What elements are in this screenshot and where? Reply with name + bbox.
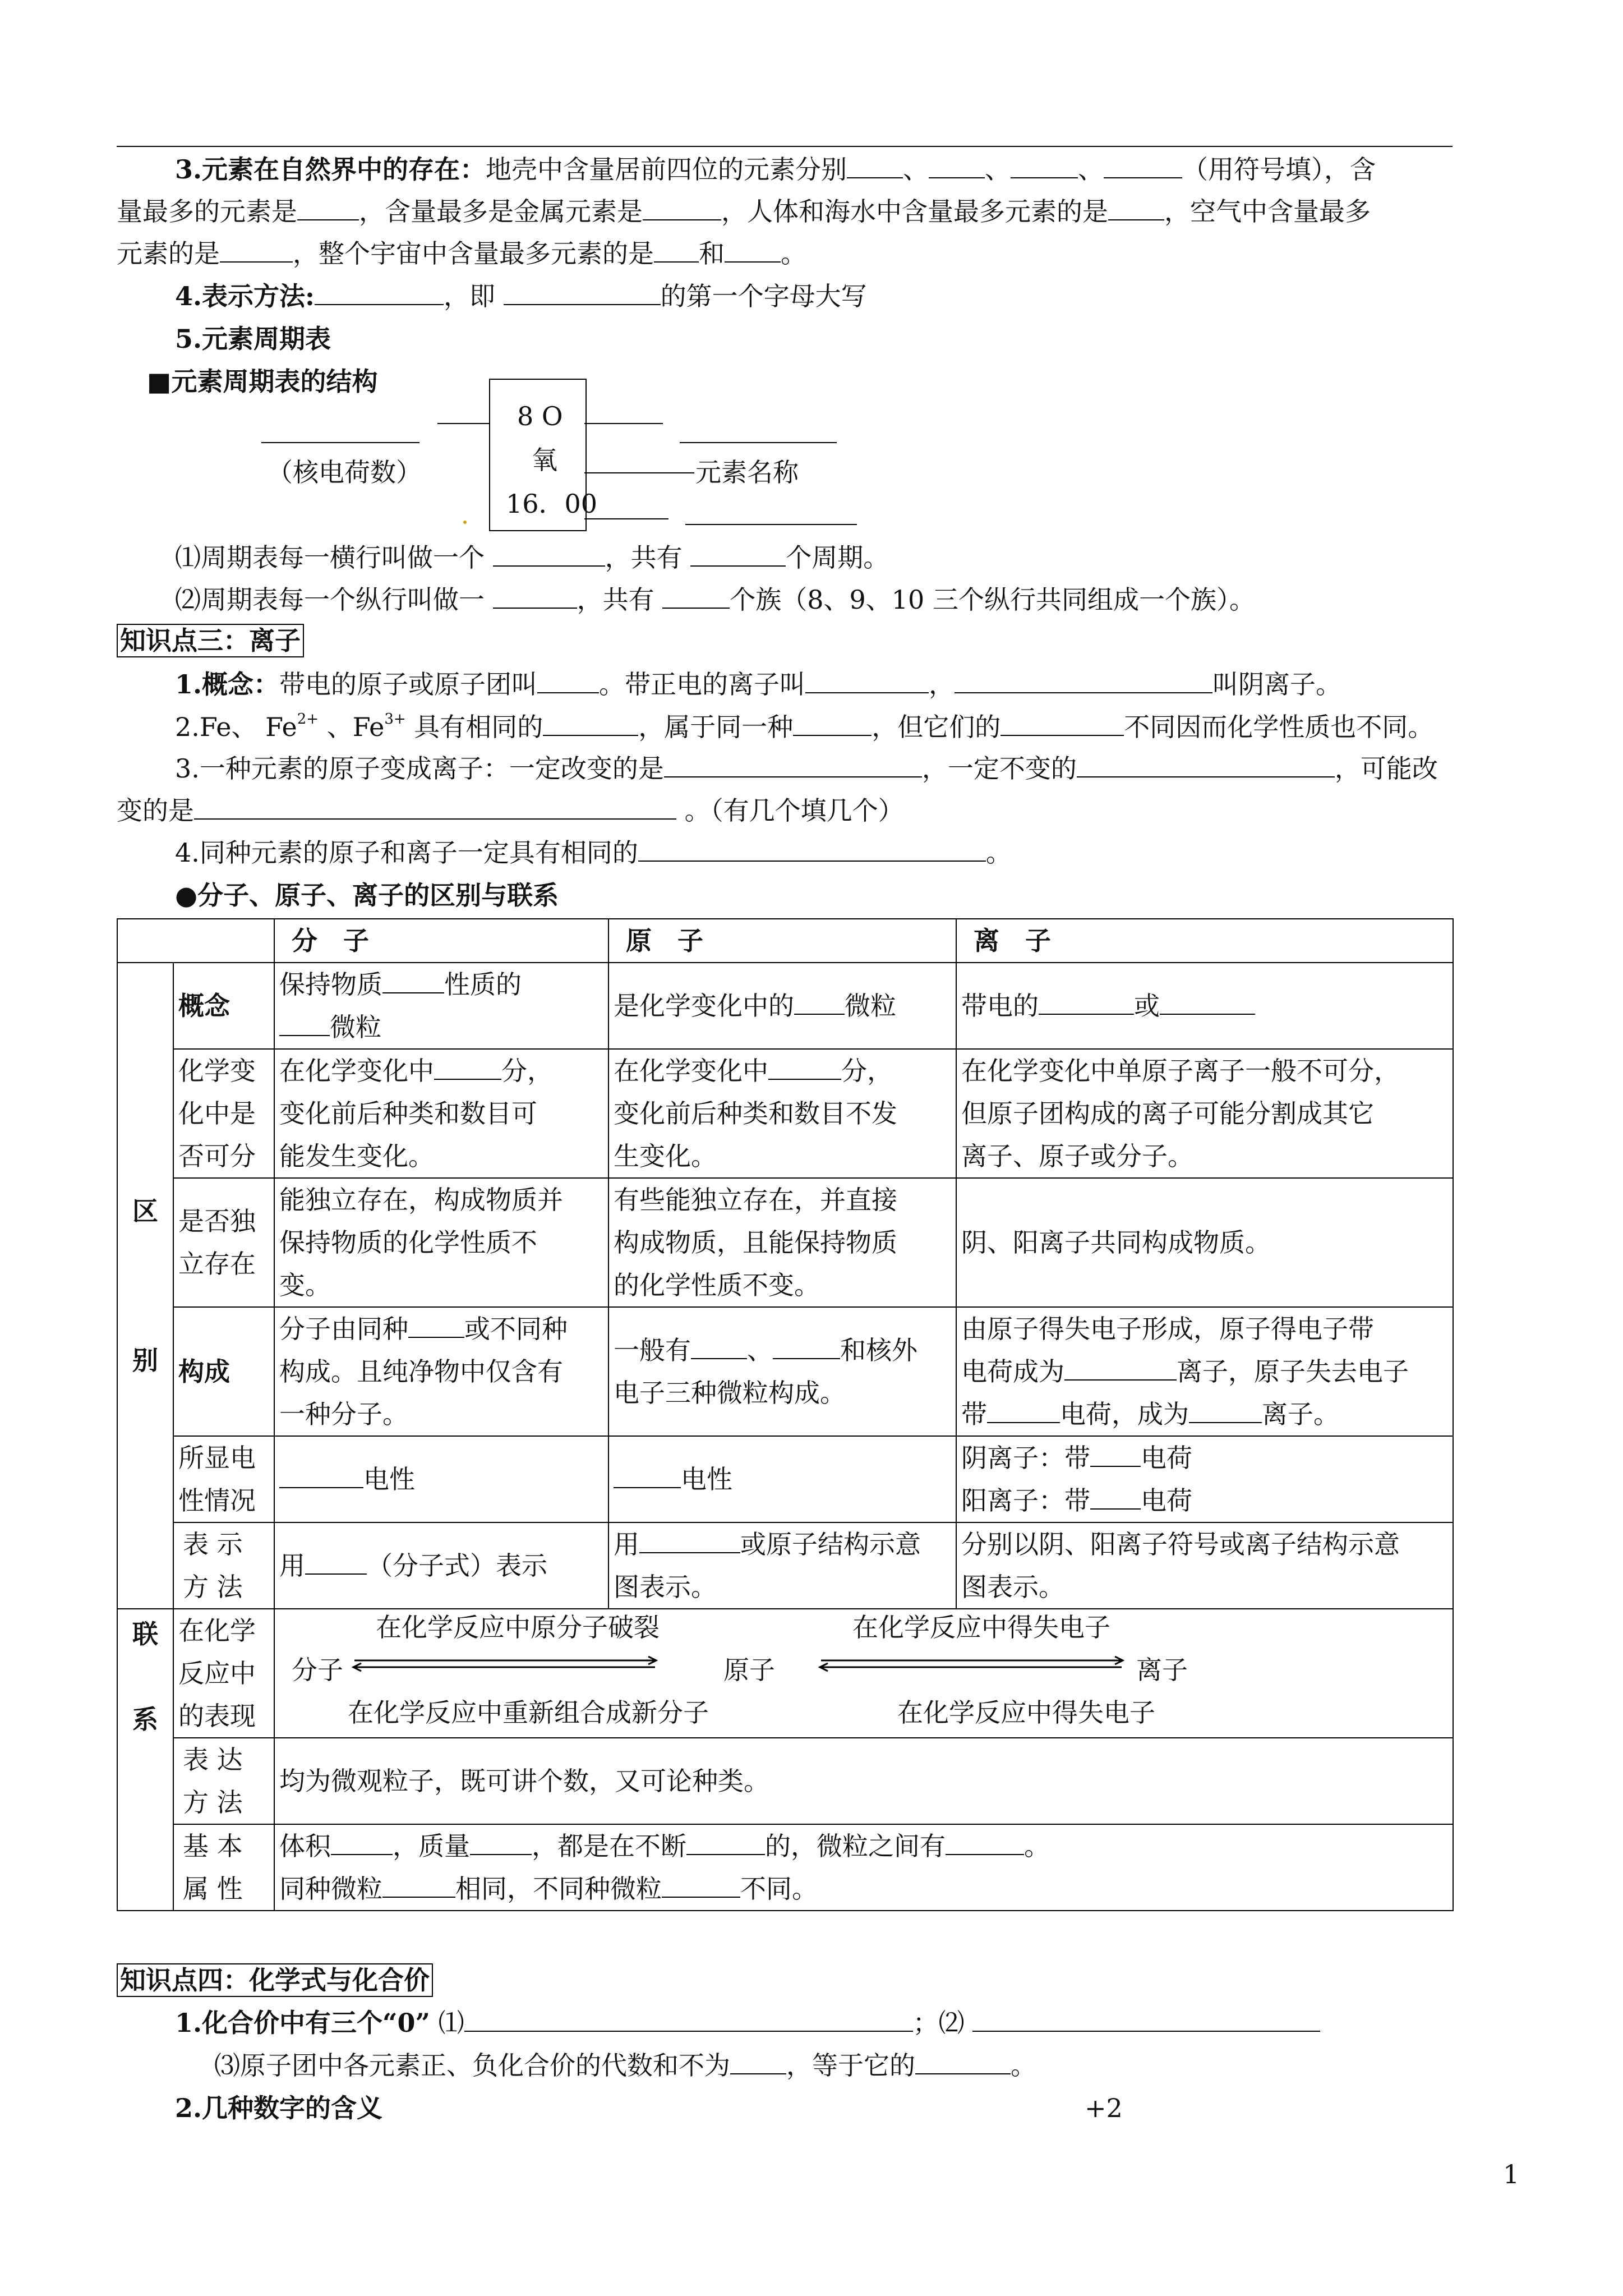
label-element-name: 元素名称 xyxy=(695,457,799,487)
blank[interactable] xyxy=(220,239,293,263)
leader-top-left xyxy=(437,423,489,424)
header-atom: 原 子 xyxy=(608,919,956,963)
reaction-top-left: 在化学反应中原分子破裂 xyxy=(376,1612,660,1642)
section5-title: 5.元素周期表 xyxy=(175,324,331,354)
table-row xyxy=(117,1178,1453,1307)
cell-ion-representation: 分别以阴、阳离子符号或离子结构示意 图表示。 xyxy=(956,1522,1453,1609)
cell-reaction-diagram xyxy=(274,1609,1453,1738)
cell-ion-composition: 由原子得失电子形成，原子得电子带 电荷成为 离子，原子失去电子 带 电荷，成为 离子。 xyxy=(956,1307,1453,1436)
row-label-concept: 概念 xyxy=(173,963,274,1049)
blank[interactable] xyxy=(773,1336,840,1359)
kp3-line1: 1.概念：带电的原子或原子团叫 。带正电的离子叫 ， 叫阴离子。 xyxy=(175,669,1342,700)
blank[interactable] xyxy=(1064,1357,1177,1381)
blank[interactable] xyxy=(1039,991,1134,1015)
blank[interactable] xyxy=(279,1013,330,1036)
table-row xyxy=(117,963,1453,1049)
blank[interactable] xyxy=(1011,155,1078,178)
blank[interactable] xyxy=(794,991,845,1015)
blank[interactable] xyxy=(972,2008,1320,2032)
blank[interactable] xyxy=(504,282,661,305)
reaction-bottom-left: 在化学反应中重新组合成新分子 xyxy=(348,1697,709,1728)
element-cell-bottom: 16．00 xyxy=(506,489,598,519)
table-header-row xyxy=(117,919,1453,963)
cell-ion-independent: 阴、阳离子共同构成物质。 xyxy=(956,1178,1453,1307)
cell-atom-representation: 用 或原子结构示意 图表示。 xyxy=(608,1522,956,1609)
periodic-q1: ⑴周期表每一横行叫做一个 ，共有 个周期。 xyxy=(175,542,889,573)
cell-ion-concept: 带电的 或 xyxy=(956,963,1453,1049)
kp4-line3: 2.几种数字的含义 xyxy=(175,2093,383,2123)
blank[interactable] xyxy=(730,2051,786,2074)
blank[interactable] xyxy=(915,2051,1011,2074)
element-cell-top: 8 O xyxy=(517,401,563,431)
blank[interactable] xyxy=(194,796,676,820)
row-label-expression: 表 达 方 法 xyxy=(173,1738,274,1824)
table-row xyxy=(117,1307,1453,1436)
cell-atom-composition: 一般有 、 和核外 电子三种微粒构成。 xyxy=(608,1307,956,1436)
section3-line2: 量最多的元素是 ，含量最多是金属元素是 ，人体和海水中含量最多元素的是 ，空气中含量最多 xyxy=(117,196,1371,227)
cell-mol-composition: 分子由同种 或不同种 构成。且纯净物中仅含有 一种分子。 xyxy=(274,1307,608,1436)
blank[interactable] xyxy=(1104,155,1182,178)
table-row xyxy=(117,1824,1453,1911)
blank[interactable] xyxy=(793,712,872,736)
answer-line-bottom-right xyxy=(685,524,857,525)
table-row xyxy=(117,1049,1453,1178)
row-label-representation: 表 示 方 法 xyxy=(173,1522,274,1609)
blank[interactable] xyxy=(1189,1400,1262,1423)
section3-line1: 3.元素在自然界中的存在：地壳中含量居前四位的元素分别 、 、 、 （用符号填），含 xyxy=(175,154,1376,185)
blank[interactable] xyxy=(987,1400,1060,1423)
blank[interactable] xyxy=(305,1551,367,1575)
section4-line: 4.表示方法: ，即 的第一个字母大写 xyxy=(175,281,867,311)
group-connection: 联 系 xyxy=(117,1609,173,1911)
periodic-heading: ■元素周期表的结构 xyxy=(147,366,378,397)
blank[interactable] xyxy=(408,1314,464,1338)
element-cell-mid: 氧 xyxy=(532,445,557,475)
reaction-top-right: 在化学反应中得失电子 xyxy=(852,1612,1110,1642)
blank[interactable] xyxy=(1000,712,1124,736)
blank[interactable] xyxy=(434,1056,501,1080)
row-label-divisible: 化学变 化中是 否可分 xyxy=(173,1049,274,1178)
answer-line-top-left xyxy=(261,442,419,443)
leader-bottom xyxy=(584,518,668,519)
leader-top-right xyxy=(584,423,663,424)
leader-mid xyxy=(584,472,694,473)
blank[interactable] xyxy=(955,670,1212,693)
row-label-properties: 基 本 属 性 xyxy=(173,1824,274,1911)
blank[interactable] xyxy=(493,585,577,609)
cell-atom-concept: 是化学变化中的 微粒 xyxy=(608,963,956,1049)
blank[interactable] xyxy=(654,239,699,263)
blank[interactable] xyxy=(690,543,786,567)
header-molecule: 分 子 xyxy=(274,919,608,963)
blank[interactable] xyxy=(470,1832,532,1855)
blank[interactable] xyxy=(691,1336,747,1359)
blank[interactable] xyxy=(725,239,781,263)
blank[interactable] xyxy=(929,155,985,178)
blank[interactable] xyxy=(1090,1443,1141,1467)
kp4-line1: 1.化合价中有三个“0” ⑴ ；⑵ xyxy=(175,2006,1320,2040)
blank[interactable] xyxy=(1108,197,1164,220)
header-blank xyxy=(117,919,274,963)
row-label-composition: 构成 xyxy=(173,1307,274,1436)
blank[interactable] xyxy=(331,1832,393,1855)
blank[interactable] xyxy=(805,670,929,693)
cell-mol-concept: 保持物质 性质的 微粒 xyxy=(274,963,608,1049)
cell-atom-divisible: 在化学变化中 分， 变化前后种类和数目不发 生变化。 xyxy=(608,1049,956,1178)
blank[interactable] xyxy=(493,543,605,567)
blank[interactable] xyxy=(279,1465,363,1488)
top-rule xyxy=(117,146,1453,147)
cell-mol-representation: 用 （分子式）表示 xyxy=(274,1522,608,1609)
blank[interactable] xyxy=(662,585,730,609)
blank[interactable] xyxy=(643,197,721,220)
kp3-table-heading: ●分子、原子、离子的区别与联系 xyxy=(175,880,559,910)
blank[interactable] xyxy=(297,197,359,220)
kp3-line3: 3.一种元素的原子变成离子：一定改变的是 ，一定不变的 ，可能改 xyxy=(175,753,1438,784)
kp3-heading: 知识点三：离子 xyxy=(117,624,304,657)
header-ion: 离 子 xyxy=(956,919,1453,963)
cell-mol-independent: 能独立存在，构成物质并 保持物质的化学性质不 变。 xyxy=(274,1178,608,1307)
kp3-line2: 2.Fe、 $Fe^{2+}$ 、$Fe^{3+}$ 具有相同的 ，属于同一种 ，但它们的 不同因而化学性质也不同。 xyxy=(175,711,1434,742)
blank[interactable] xyxy=(638,838,986,862)
blank[interactable] xyxy=(1077,754,1335,777)
cell-atom-independent: 有些能独立存在，并直接 构成物质，且能保持物质 的化学性质不变。 xyxy=(608,1178,956,1307)
periodic-q2: ⑵周期表每一个纵行叫做一 ，共有 个族（8、9、10 三个纵行共同组成一个族）。 xyxy=(175,585,1255,615)
table-row xyxy=(117,1522,1453,1609)
blank[interactable] xyxy=(382,970,444,993)
comparison-table xyxy=(117,918,1454,1911)
cell-mol-charge: 电性 xyxy=(274,1436,608,1522)
blank[interactable] xyxy=(543,712,638,736)
table-row xyxy=(117,1738,1453,1824)
blank[interactable] xyxy=(686,1832,765,1855)
reaction-atom: 原子 xyxy=(723,1655,775,1685)
table-row xyxy=(117,1436,1453,1522)
stray-dot xyxy=(463,521,467,524)
row-label-independent: 是否独 立存在 xyxy=(173,1178,274,1307)
answer-line-top-right xyxy=(680,442,837,443)
blank[interactable] xyxy=(664,754,922,777)
blank[interactable] xyxy=(1090,1486,1141,1510)
kp4-heading: 知识点四：化学式与化合价 xyxy=(117,1963,433,1997)
kp3-line4: 变的是 。（有几个填几个） xyxy=(117,795,904,826)
blank[interactable] xyxy=(537,670,599,693)
cell-atom-charge: 电性 xyxy=(608,1436,956,1522)
label-nuclear-charge: （核电荷数） xyxy=(267,457,422,487)
blank[interactable] xyxy=(464,2008,913,2032)
reaction-bottom-right: 在化学反应中得失电子 xyxy=(897,1697,1155,1728)
cell-mol-divisible: 在化学变化中 分， 变化前后种类和数目可 能发生变化。 xyxy=(274,1049,608,1178)
blank[interactable] xyxy=(662,1874,740,1898)
blank[interactable] xyxy=(946,1832,1024,1855)
blank[interactable] xyxy=(614,1465,681,1488)
blank[interactable] xyxy=(382,1874,455,1898)
cell-ion-charge: 阴离子：带 电荷 阳离子：带 电荷 xyxy=(956,1436,1453,1522)
blank[interactable] xyxy=(847,155,903,178)
group-difference: 区 别 xyxy=(117,963,173,1609)
blank[interactable] xyxy=(639,1530,740,1553)
cell-properties: 体积 ，质量 ，都是在不断 的，微粒之间有 。 同种微粒 相同，不同种微粒 不同。 xyxy=(274,1824,1453,1911)
blank[interactable] xyxy=(768,1056,841,1080)
kp4-plus2: +2 xyxy=(1085,2093,1123,2123)
kp4-line2: ⑶原子团中各元素正、负化合价的代数和不为 ，等于它的 。 xyxy=(214,2050,1036,2081)
blank[interactable] xyxy=(315,282,444,305)
reaction-molecule: 分子 xyxy=(292,1655,343,1685)
arrow-mol-atom xyxy=(348,1655,662,1672)
row-label-reaction: 在化学 反应中 的表现 xyxy=(173,1609,274,1738)
cell-expression: 均为微观粒子，既可讲个数，又可论种类。 xyxy=(274,1738,1453,1824)
reaction-ion: 离子 xyxy=(1136,1655,1188,1685)
section3-line3: 元素的是 ，整个宇宙中含量最多元素的是 和 。 xyxy=(117,238,806,269)
section3-title: 3.元素在自然界中的存在： xyxy=(175,154,486,185)
table-row xyxy=(117,1609,1453,1738)
blank[interactable] xyxy=(1160,991,1255,1015)
arrow-atom-ion xyxy=(814,1655,1128,1672)
row-label-charge: 所显电 性情况 xyxy=(173,1436,274,1522)
cell-ion-divisible: 在化学变化中单原子离子一般不可分， 但原子团构成的离子可能分割成其它 离子、原子或分子。 xyxy=(956,1049,1453,1178)
page-number: 1 xyxy=(1503,2159,1520,2189)
kp3-line5: 4.同种元素的原子和离子一定具有相同的 。 xyxy=(175,838,1012,868)
